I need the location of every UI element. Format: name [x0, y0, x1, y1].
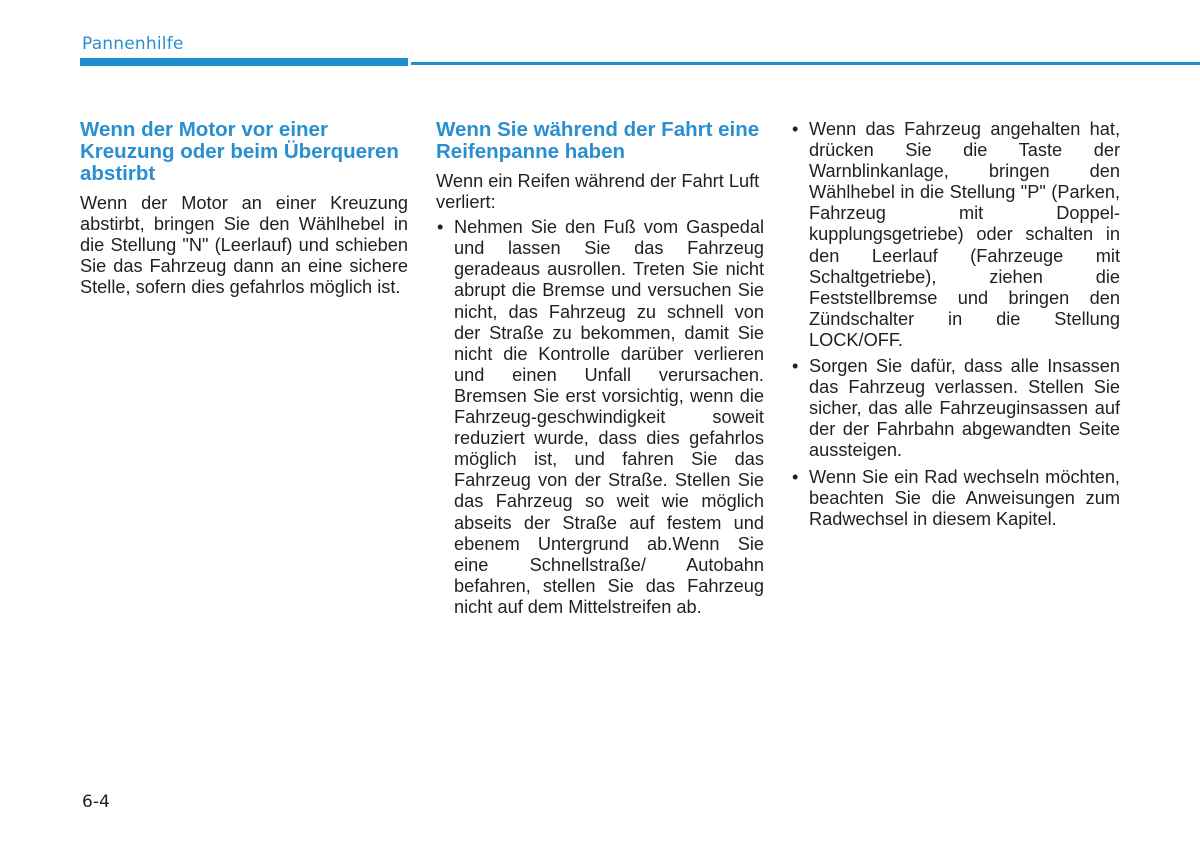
list-item-text: Sorgen Sie dafür, dass alle Insassen das Fahrzeug verlassen. Stellen Sie sicher, das alle Fahrzeuginsassen auf der der Fahrbahn abgewandten Seite aussteigen.	[809, 356, 1120, 461]
bullet-icon: •	[437, 217, 444, 238]
list-item	[791, 356, 1120, 461]
page-number: 6-4	[82, 792, 110, 812]
column-after-stop	[791, 119, 1120, 535]
flat-tire-list	[436, 217, 764, 618]
column-flat-tire	[436, 119, 764, 623]
list-item-text: Nehmen Sie den Fuß vom Gaspedal und lassen Sie das Fahrzeug geradeaus ausrollen. Treten Sie nicht abrupt die Bremse und versuchen Sie nicht, das Fahrzeug zu schnell von der Straße zu bekommen, damit Sie nicht die Kontrolle darüber verlieren und einen Unfall verursachen. Bremsen Sie erst vorsichtig, wenn die Fahrzeug-geschwindigkeit soweit reduziert wurde, dass dies gefahrlos möglich ist, und fahren Sie das Fahrzeug von der Straße. Stellen Sie das Fahrzeug so weit wie möglich abseits der Straße auf festem und ebenem Untergrund ab.Wenn Sie eine Schnellstraße/ Autobahn befahren, stellen Sie das Fahrzeug nicht auf dem Mittelstreifen ab.	[454, 217, 764, 617]
list-item-text: Wenn das Fahrzeug angehalten hat, drücken Sie die Taste der Warnblinkanlage, bringen den Wählhebel in die Stellung "P" (Parken, Fahrzeug mit Doppel-kupplungsgetriebe) oder schalten in den Leerlauf (Fahrzeuge mit Schaltgetriebe), ziehen die Feststellbremse und bringen den Zündschalter in die Stellung LOCK/OFF.	[809, 119, 1120, 350]
bullet-icon: •	[792, 119, 799, 139]
bullet-icon: •	[792, 356, 799, 377]
list-item-text: Wenn Sie ein Rad wechseln möchten, beachten Sie die Anweisungen zum Radwechsel in diesem Kapitel.	[809, 466, 1120, 529]
column-engine-stall	[80, 119, 408, 298]
list-item	[791, 119, 1120, 351]
engine-stall-paragraph: Wenn der Motor an einer Kreuzung abstirbt, bringen Sie den Wählhebel in die Stellung "N" (Leerlauf) und schieben Sie das Fahrzeug dann an eine sichere Stelle, sofern dies gefahrlos möglich ist.	[80, 193, 408, 298]
flat-tire-heading: Wenn Sie während der Fahrt eine Reifenpanne haben	[436, 118, 760, 163]
bullet-icon: •	[792, 466, 799, 487]
header-rule-thick	[80, 58, 408, 66]
after-stop-list	[791, 119, 1120, 530]
list-item	[436, 217, 764, 618]
header-rule-thin	[411, 62, 1200, 65]
list-item	[791, 467, 1120, 530]
section-title: Pannenhilfe	[82, 34, 184, 54]
engine-stall-heading: Wenn der Motor vor einer Kreuzung oder beim Überqueren abstirbt	[80, 118, 399, 185]
flat-tire-intro: Wenn ein Reifen während der Fahrt Luft verliert:	[436, 171, 760, 213]
